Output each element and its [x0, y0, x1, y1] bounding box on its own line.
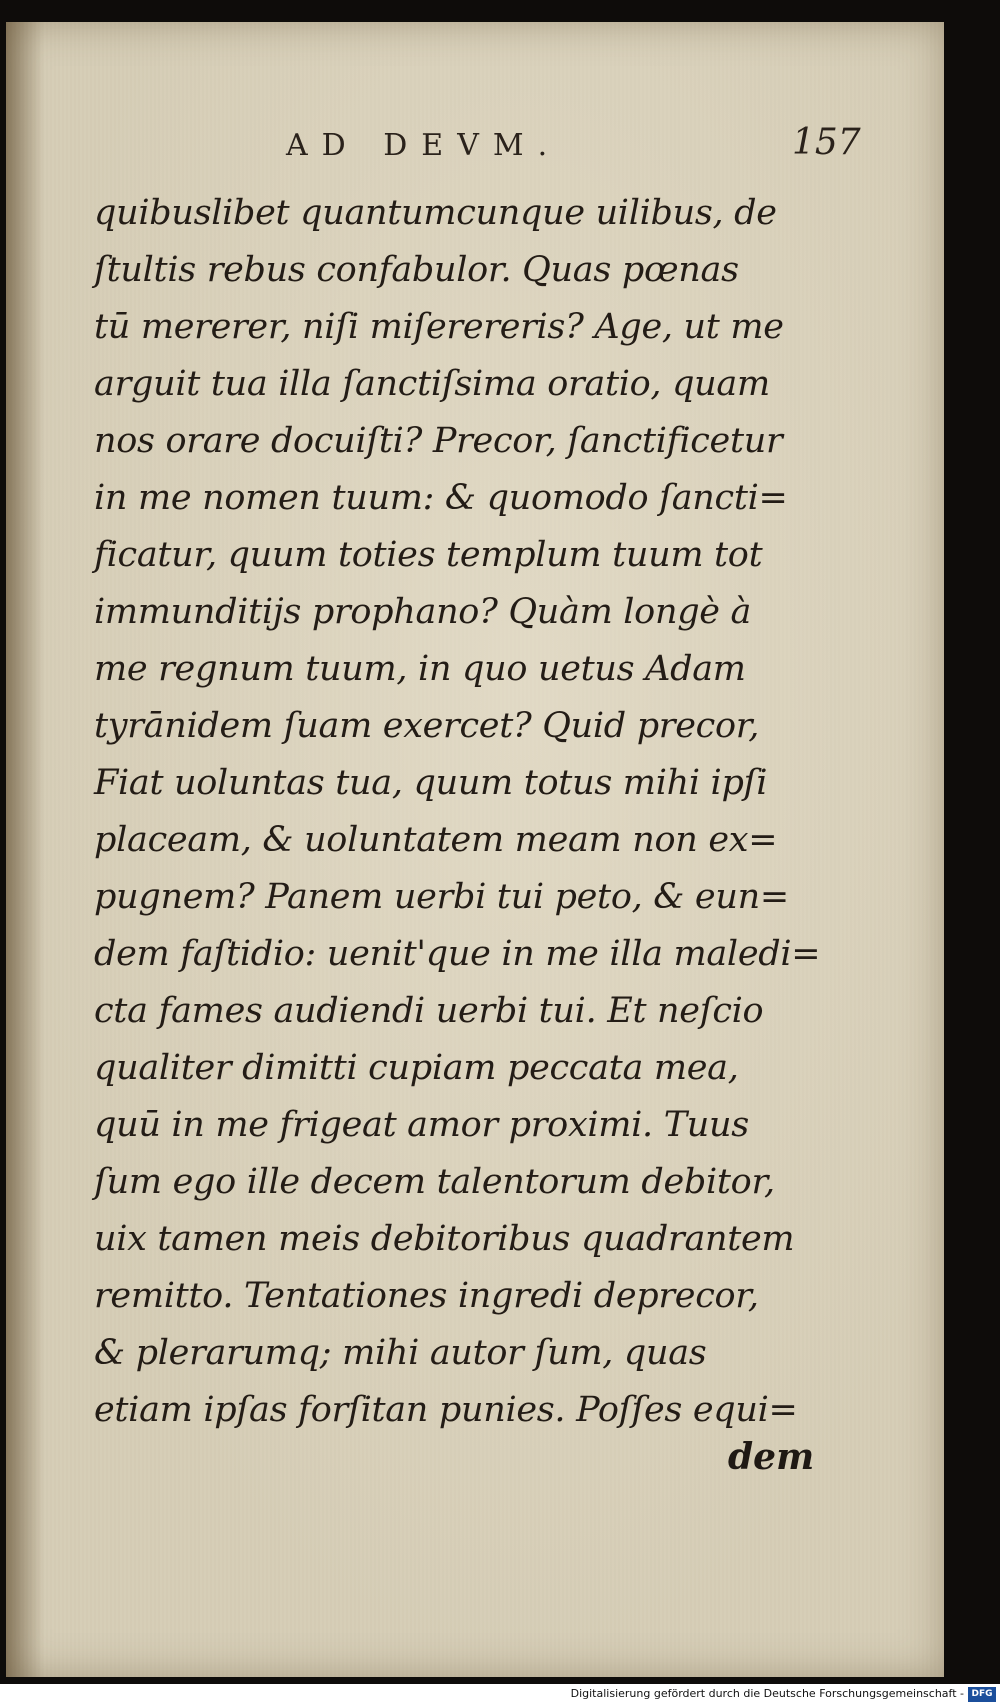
catchword: dem	[728, 1436, 815, 1478]
text-line: nos orare docuiſti? Precor, ſanctificetur	[94, 421, 783, 461]
text-line: ficatur, quum toties templum tuum tot	[94, 535, 763, 575]
text-line: quū in me frigeat amor proximi. Tuus	[94, 1105, 749, 1145]
text-line: Fiat uoluntas tua, quum totus mihi ipſi	[94, 763, 768, 803]
book-page	[6, 22, 944, 1677]
text-line: arguit tua illa ſanctiſsima oratio, quam	[94, 364, 770, 404]
text-line: tyrānidem ſuam exercet? Quid precor,	[94, 706, 760, 746]
text-line: ſum ego ille decem talentorum debitor,	[94, 1162, 775, 1202]
digitization-footer	[0, 1684, 1000, 1706]
page-number: 157	[792, 122, 861, 163]
body-text	[94, 185, 821, 1439]
running-title: AD DEVM.	[286, 128, 562, 163]
text-line: uix tamen meis debitoribus quadrantem	[94, 1219, 795, 1259]
text-line: quibuslibet quantumcunque uilibus, de	[94, 193, 777, 233]
text-line: & plerarumq; mihi autor ſum, quas	[94, 1333, 707, 1373]
text-line: cta fames audiendi uerbi tui. Et neſcio	[94, 991, 764, 1031]
text-line: pugnem? Panem uerbi tui peto, & eun=	[94, 877, 789, 917]
text-line: qualiter dimitti cupiam peccata mea,	[94, 1048, 739, 1088]
text-line: ſtultis rebus confabulor. Quas pœnas	[94, 250, 739, 290]
text-line: me regnum tuum, in quo uetus Adam	[94, 649, 746, 689]
page-gutter-shadow	[6, 22, 44, 1677]
funding-credit: Digitalisierung gefördert durch die Deutsche Forschungsgemeinschaft -	[570, 1687, 964, 1700]
text-line: remitto. Tentationes ingredi deprecor,	[94, 1276, 759, 1316]
text-line: placeam, & uoluntatem meam non ex=	[94, 820, 778, 860]
dfg-logo-icon: DFG	[968, 1687, 996, 1702]
text-line: etiam ipſas forſitan punies. Poſſes equi=	[94, 1390, 798, 1430]
text-line: immunditijs prophano? Quàm longè à	[94, 592, 752, 632]
text-line: tū mererer, niſi miſerereris? Age, ut me	[94, 307, 784, 347]
text-line: dem faſtidio: uenit'que in me illa maledi=	[94, 934, 821, 974]
text-line: in me nomen tuum: & quomodo ſancti=	[94, 478, 788, 518]
page-header	[6, 116, 944, 166]
